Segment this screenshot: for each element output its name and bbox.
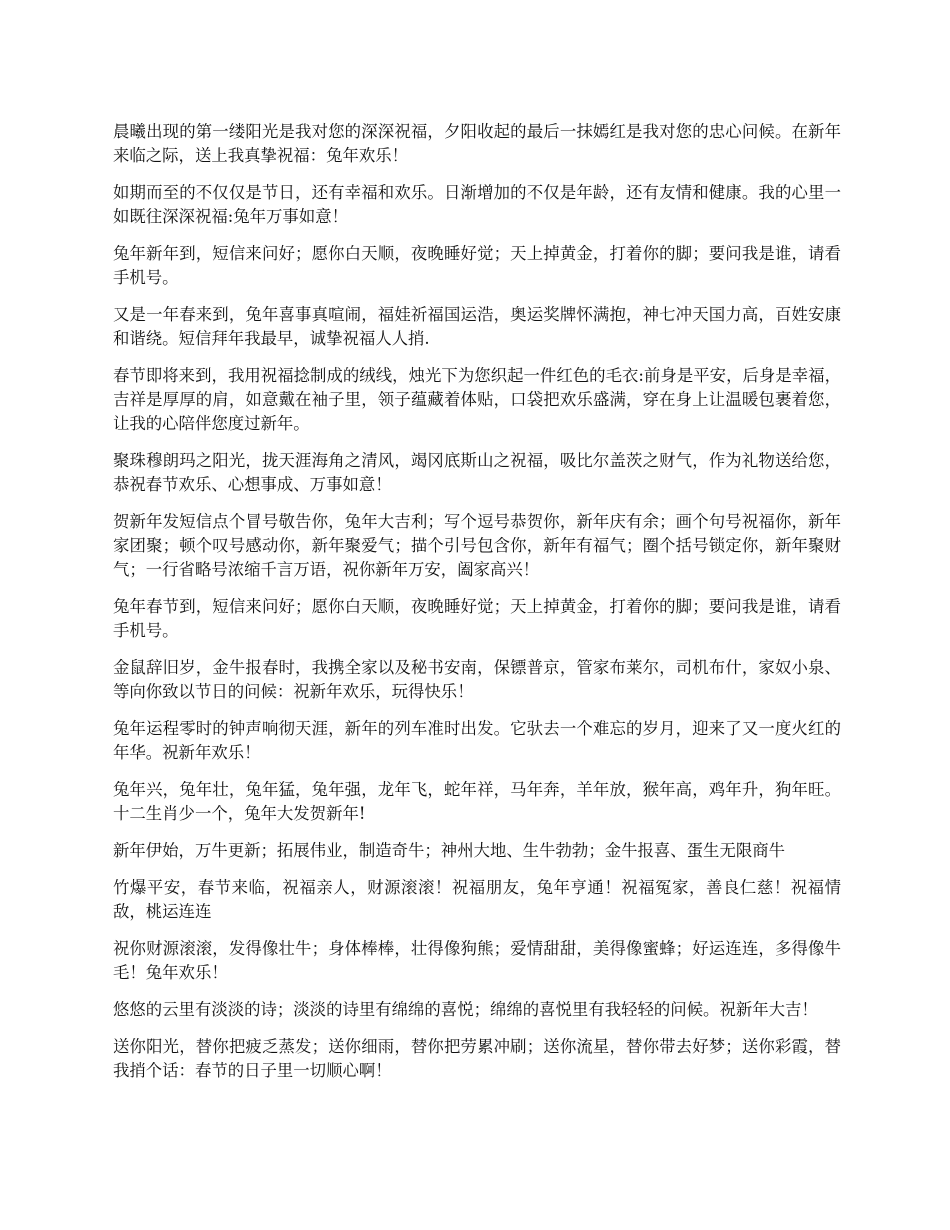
paragraph-7: 贺新年发短信点个冒号敬告你，兔年大吉利；写个逗号恭贺你，新年庆有余；画个句号祝福你，新年家团聚；顿个叹号感动你，新年聚爱气；描个引号包含你，新年有福气；圈个括号锁定你，新年聚财气；一行省略号浓缩千言万语，祝你新年万安，阖家高兴！ [113, 512, 841, 579]
paragraph-3: 兔年新年到，短信来问好；愿你白天顺，夜晚睡好觉；天上掉黄金，打着你的脚；要问我是谁，请看手机号。 [113, 244, 841, 287]
paragraph-1: 晨曦出现的第一缕阳光是我对您的深深祝福，夕阳收起的最后一抹嫣红是我对您的忠心问候。在新年来临之际，送上我真挚祝福：兔年欢乐！ [113, 122, 841, 165]
paragraph-12: 新年伊始，万牛更新；拓展伟业，制造奇牛；神州大地、生牛勃勃；金牛报喜、蛋生无限商牛 [113, 841, 786, 860]
paragraph-4: 又是一年春来到，兔年喜事真喧闹，福娃祈福国运浩，奥运奖牌怀满抱，神七冲天国力高，百姓安康和谐绕。短信拜年我最早，诚挚祝福人人捎. [113, 305, 841, 348]
paragraph-13: 竹爆平安，春节来临，祝福亲人，财源滚滚！祝福朋友，兔年亨通！祝福冤家，善良仁慈！祝福情敌，桃运连连 [113, 878, 841, 921]
paragraph-2: 如期而至的不仅仅是节日，还有幸福和欢乐。日渐增加的不仅是年龄，还有友情和健康。我的心里一如既往深深祝福:兔年万事如意！ [113, 183, 841, 226]
paragraph-10: 兔年运程零时的钟声响彻天涯，新年的列车准时出发。它驮去一个难忘的岁月，迎来了又一度火红的年华。祝新年欢乐！ [113, 719, 841, 762]
paragraph-11: 兔年兴，兔年壮，兔年猛，兔年强，龙年飞，蛇年祥，马年奔，羊年放，猴年高，鸡年升，狗年旺。十二生肖少一个，兔年大发贺新年! [113, 780, 841, 823]
paragraph-9: 金鼠辞旧岁，金牛报春时，我携全家以及秘书安南，保镖普京，管家布莱尔，司机布什，家奴小泉、等向你致以节日的问候：祝新年欢乐，玩得快乐！ [113, 658, 841, 701]
paragraph-6: 聚珠穆朗玛之阳光，拢天涯海角之清风，竭冈底斯山之祝福，吸比尔盖茨之财气，作为礼物送给您，恭祝春节欢乐、心想事成、万事如意！ [113, 451, 841, 494]
paragraph-8: 兔年春节到，短信来问好；愿你白天顺，夜晚睡好觉；天上掉黄金，打着你的脚；要问我是谁，请看手机号。 [113, 597, 841, 640]
paragraph-16: 送你阳光，替你把疲乏蒸发；送你细雨，替你把劳累冲刷；送你流星，替你带去好梦；送你彩霞，替我捎个话：春节的日子里一切顺心啊！ [113, 1037, 841, 1080]
document-page [113, 120, 841, 1096]
paragraph-15: 悠悠的云里有淡淡的诗；淡淡的诗里有绵绵的喜悦；绵绵的喜悦里有我轻轻的问候。祝新年大吉！ [113, 1000, 818, 1019]
paragraph-14: 祝你财源滚滚，发得像壮牛；身体棒棒，壮得像狗熊；爱情甜甜，美得像蜜蜂；好运连连，多得像牛毛！兔年欢乐！ [113, 939, 841, 982]
paragraph-5: 春节即将来到，我用祝福捻制成的绒线，烛光下为您织起一件红色的毛衣:前身是平安，后身是幸福，吉祥是厚厚的肩，如意戴在袖子里，领子蕴藏着体贴，口袋把欢乐盛满，穿在身上让温暖包裹着您，让我的心陪伴您度过新年。 [113, 366, 841, 433]
